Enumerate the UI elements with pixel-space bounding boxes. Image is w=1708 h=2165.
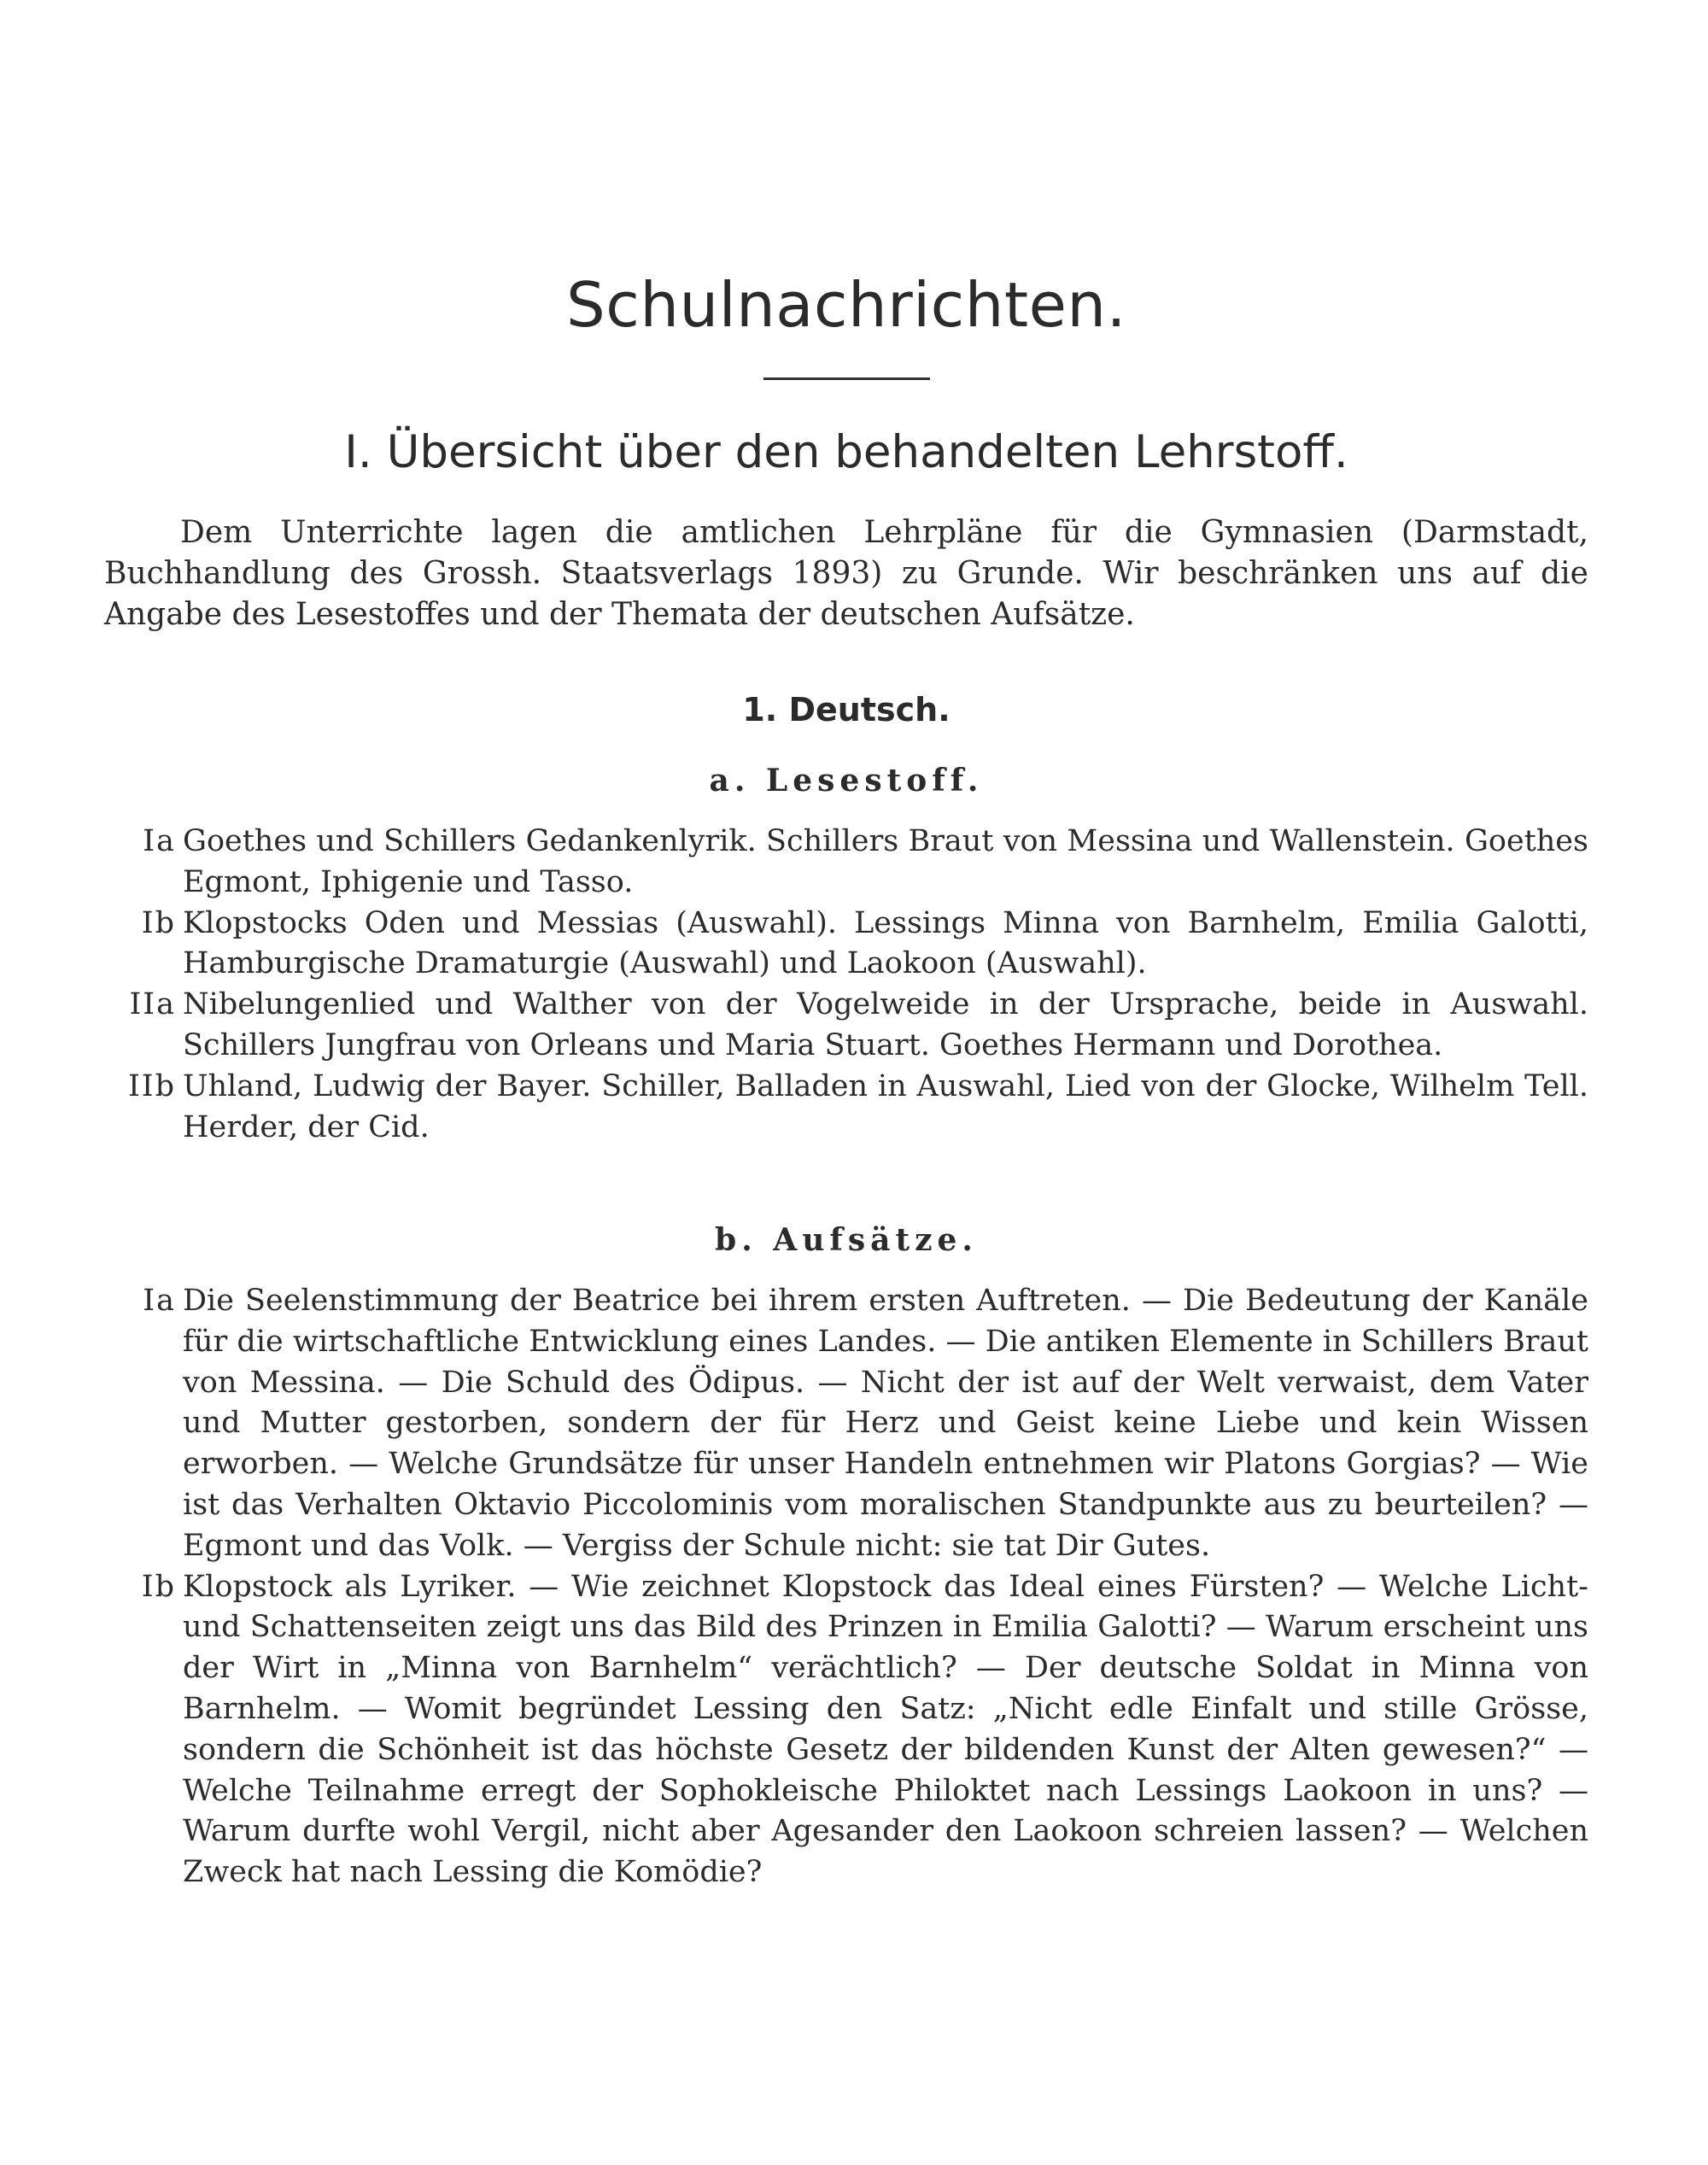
entry-text: Goethes und Schillers Gedankenlyrik. Schillers Braut von Messina und Wallenstein. Goethes Egmont, Iphigenie und Tasso. xyxy=(183,824,1588,899)
class-label: Ib xyxy=(141,905,176,940)
section-heading-deutsch: 1. Deutsch. xyxy=(742,691,951,728)
subheading-aufsaetze: b. Aufsätze. xyxy=(715,1222,978,1258)
lesestoff-list xyxy=(104,822,1588,1148)
list-item xyxy=(104,1067,1588,1149)
document-page xyxy=(104,0,1588,2165)
list-item xyxy=(104,822,1588,904)
intro-paragraph xyxy=(104,512,1588,635)
class-label: Ia xyxy=(143,1284,176,1318)
list-item xyxy=(104,1567,1588,1893)
entry-text: Klopstock als Lyriker. — Wie zeichnet Klopstock das Ideal eines Fürsten? — Welche Licht- und Schattenseiten zeigt uns das Bild des Prinzen in Emilia Galotti? — Warum erscheint uns der Wirt in „Minna von Barnhelm“ verächtlich? — Der deutsche Soldat in Minna von Barnhelm. — Womit begründet Lessing den Satz: „Nicht edle Einfalt und stille Grösse, sondern die Schönheit ist das höchste Gesetz der bildenden Kunst der Alten gewesen?“ — Welche Teilnahme erregt der Sophokleische Philoktet nach Lessings Laokoon in uns? — Warum durfte wohl Vergil, nicht aber Agesander den Laokoon schreien lassen? — Welchen Zweck hat nach Lessing die Komödie? xyxy=(183,1569,1588,1890)
class-label: IIb xyxy=(127,1068,176,1103)
class-label: Ia xyxy=(143,824,176,858)
intro-text: Dem Unterrichte lagen die amtlichen Lehrpläne für die Gymnasien (Darmstadt, Buchhandlung des Grossh. Staatsverlags 1893) zu Grunde. Wir beschränken uns auf die Angabe des Lesestoffes und der Themata der deutschen Aufsätze. xyxy=(104,515,1588,632)
entry-text: Die Seelenstimmung der Beatrice bei ihrem ersten Auftreten. — Die Bedeutung der Kanäle für die wirtschaftliche Entwicklung eines Landes. — Die antiken Elemente in Schillers Braut von Messina. — Die Schuld des Ödipus. — Nicht der ist auf der Welt verwaist, dem Vater und Mutter gestorben, sondern der für Herz und Geist keine Liebe und kein Wissen erworben. — Welche Grundsätze für unser Handeln entnehmen wir Platons Gorgias? — Wie ist das Verhalten Oktavio Piccolominis vom moralischen Standpunkte aus zu beurteilen? — Egmont und das Volk. — Vergiss der Schule nicht: sie tat Dir Gutes. xyxy=(183,1284,1588,1563)
title-divider xyxy=(763,377,930,380)
page-title: Schulnachrichten. xyxy=(566,269,1126,341)
list-item xyxy=(104,985,1588,1067)
list-item xyxy=(104,904,1588,986)
class-label: Ib xyxy=(141,1569,176,1604)
class-label: IIa xyxy=(129,987,176,1022)
entry-text: Klopstocks Oden und Messias (Auswahl). Lessings Minna von Barnhelm, Emilia Galotti, Hamburgische Dramaturgie (Auswahl) und Laokoon (Auswahl). xyxy=(183,905,1588,981)
section-subtitle: I. Übersicht über den behandelten Lehrstoff. xyxy=(344,426,1348,478)
aufsaetze-list xyxy=(104,1281,1588,1893)
list-item xyxy=(104,1281,1588,1567)
entry-text: Uhland, Ludwig der Bayer. Schiller, Balladen in Auswahl, Lied von der Glocke, Wilhelm Tell. Herder, der Cid. xyxy=(183,1068,1588,1144)
subheading-lesestoff: a. Lesestoff. xyxy=(709,763,984,799)
entry-text: Nibelungenlied und Walther von der Vogelweide in der Ursprache, beide in Auswahl. Schillers Jungfrau von Orleans und Maria Stuart. Goethes Hermann und Dorothea. xyxy=(183,987,1588,1062)
